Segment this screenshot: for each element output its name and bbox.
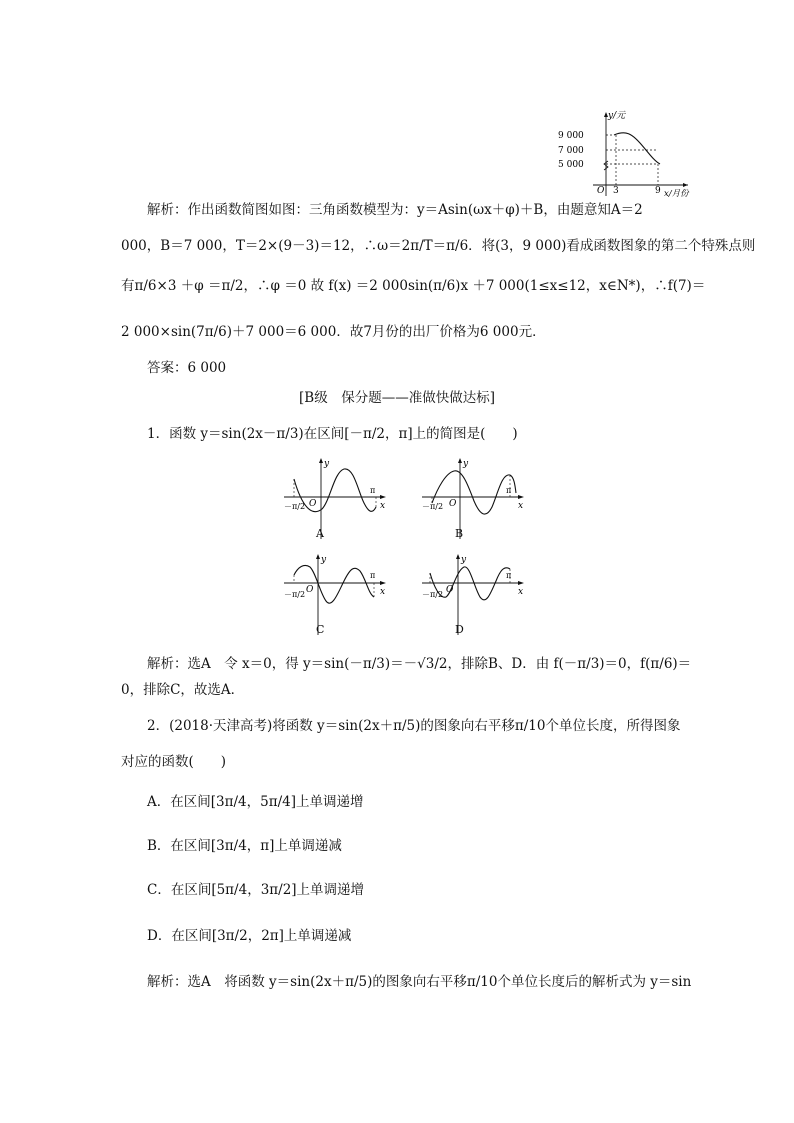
q1-graph-a	[282, 457, 392, 542]
price-graph-xtick-3: 3	[613, 186, 619, 196]
q1-graph-a-o: O	[309, 499, 317, 509]
q1-graph-a-x: x	[380, 501, 386, 511]
q1-graph-c-right: π	[370, 571, 376, 580]
q1-graph-c-o: O	[306, 585, 314, 595]
q2-option-a: A．在区间[3π/4，5π/4]上单调递增	[147, 794, 364, 810]
solution1-line4: 2 000×sin(7π/6)＋7 000＝6 000．故7月份的出厂价格为6 000元．	[121, 324, 546, 340]
q1-graph-b-o: O	[449, 499, 457, 509]
q1-option-d-label: D	[455, 623, 464, 636]
answer1: 答案：6 000	[147, 360, 227, 376]
q1-graph-d-right: π	[506, 571, 512, 580]
q2-solution-line1: 解析：选A 将函数 y＝sin(2x＋π/5)的图象向右平移π/10个单位长度后的解析式为 y＝sin	[147, 974, 692, 990]
q1-solution-line2: 0，排除C，故选A．	[121, 682, 245, 698]
section-title: [B级 保分题——准做快做达标]	[299, 390, 495, 406]
q1-option-c-label: C	[316, 623, 325, 636]
q2-option-d: D．在区间[3π/2，2π]上单调递减	[147, 928, 352, 944]
q1-graph-c-x: x	[380, 587, 386, 597]
q1-solution-line1: 解析：选A 令 x＝0，得 y＝sin(－π/3)＝－√3/2，排除B、D．由 f(－π/3)＝0，f(π/6)＝	[147, 656, 692, 672]
price-graph-xtick-9: 9	[655, 186, 661, 196]
solution1-line2: 000，B＝7 000，T＝2×(9－3)＝12，∴ω＝2π/T＝π/6．将(3，9 000)看成函数图象的第二个特殊点则	[121, 238, 756, 254]
q1-option-a-label: A	[316, 527, 324, 540]
price-graph	[558, 108, 698, 199]
q1-graph-d-o: O	[446, 585, 454, 595]
q2-stem-line1: 2．(2018·天津高考)将函数 y＝sin(2x＋π/5)的图象向右平移π/10个单位长度，所得图象	[147, 718, 681, 734]
q2-option-b: B．在区间[3π/4，π]上单调递减	[147, 838, 342, 854]
q1-graph-c-left: －π/2	[284, 590, 306, 599]
q1-graph-b-left: －π/2	[422, 502, 444, 511]
price-graph-ytick-9000: 9 000	[558, 131, 584, 141]
q1-graph-a-y: y	[324, 459, 330, 469]
q1-graph-d	[420, 553, 530, 638]
q1-graph-d-y: y	[461, 555, 467, 565]
q1-graph-b-y: y	[463, 459, 469, 469]
q1-graph-b-right: π	[506, 486, 512, 495]
q1-graph-d-x: x	[518, 587, 524, 597]
price-graph-x-label: x/月份	[664, 189, 689, 199]
q1-graph-b-x: x	[518, 501, 524, 511]
q1-option-b-label: B	[455, 527, 464, 540]
q1-graph-b	[420, 457, 530, 542]
q1-stem: 1．函数 y＝sin(2x－π/3)在区间[－π/2，π]上的简图是( )	[147, 426, 518, 442]
q1-graph-c-y: y	[321, 555, 327, 565]
solution1-line1: 解析：作出函数简图如图：三角函数模型为：y＝Asin(ωx＋φ)＋B，由题意知A＝2	[147, 202, 643, 218]
solution1-line3: 有π/6×3 ＋φ ＝π/2，∴φ ＝0 故 f(x) ＝2 000sin(π/6)x ＋7 000(1≤x≤12，x∈N*)，∴f(7)＝	[121, 278, 706, 294]
q2-stem-line2: 对应的函数( )	[121, 754, 227, 770]
q1-graph-a-left: －π/2	[284, 502, 306, 511]
q1-graph-a-right: π	[370, 486, 376, 495]
price-graph-ytick-7000: 7 000	[558, 146, 584, 156]
q1-graph-d-left: －π/2	[422, 590, 444, 599]
price-graph-ytick-5000: 5 000	[558, 160, 584, 170]
q2-option-c: C．在区间[5π/4，3π/2]上单调递增	[147, 882, 365, 898]
price-graph-y-label: y/元	[608, 111, 626, 121]
price-graph-origin: O	[597, 186, 605, 196]
q1-graph-c	[282, 553, 392, 638]
